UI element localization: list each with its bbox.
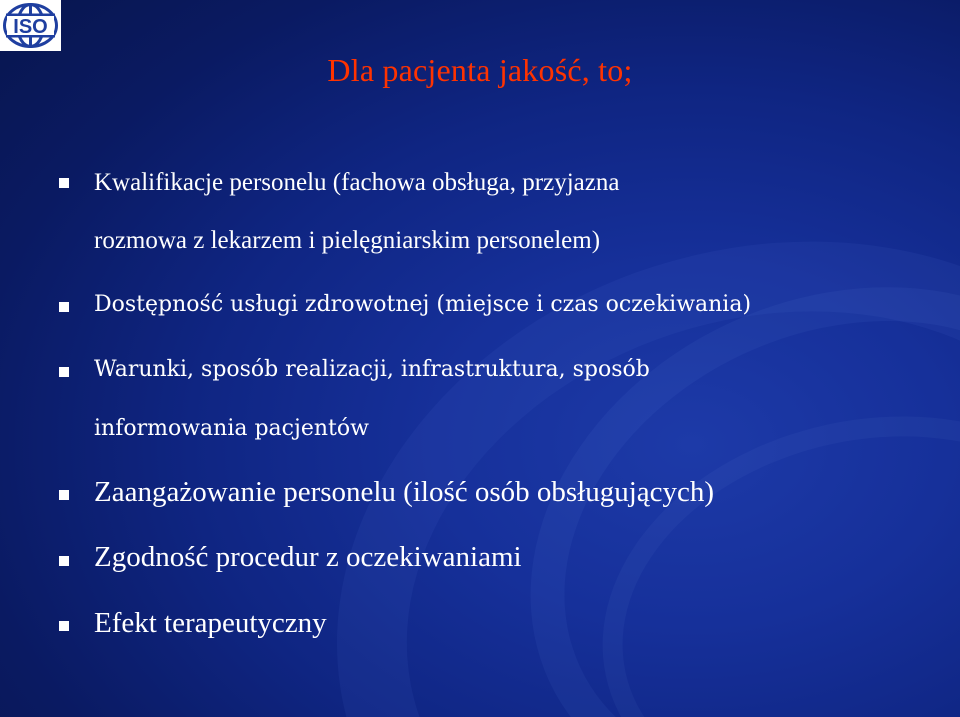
square-bullet-icon [59,367,69,377]
list-item-line: Efekt terapeutyczny [94,607,327,639]
list-item-line: informowania pacjentów [94,416,369,441]
square-bullet-icon [59,178,69,188]
list-item-line: Kwalifikacje personelu (fachowa obsługa, przyjazna [94,169,620,196]
list-item-line: Zgodność procedur z oczekiwaniami [94,541,522,573]
list-item-line: Warunki, sposób realizacji, infrastruktura, sposób [94,357,650,382]
square-bullet-icon [59,490,69,500]
list-item-line: rozmowa z lekarzem i pielęgniarskim personelem) [94,227,601,254]
list-item-line: Dostępność usługi zdrowotnej (miejsce i czas oczekiwania) [94,292,752,317]
slide-title: Dla pacjenta jakość, to; [327,52,633,88]
square-bullet-icon [59,621,69,631]
iso-logo-text: ISO [13,16,48,38]
square-bullet-icon [59,302,69,312]
list-item-line: Zaangażowanie personelu (ilość osób obsługujących) [94,476,715,508]
square-bullet-icon [59,556,69,566]
